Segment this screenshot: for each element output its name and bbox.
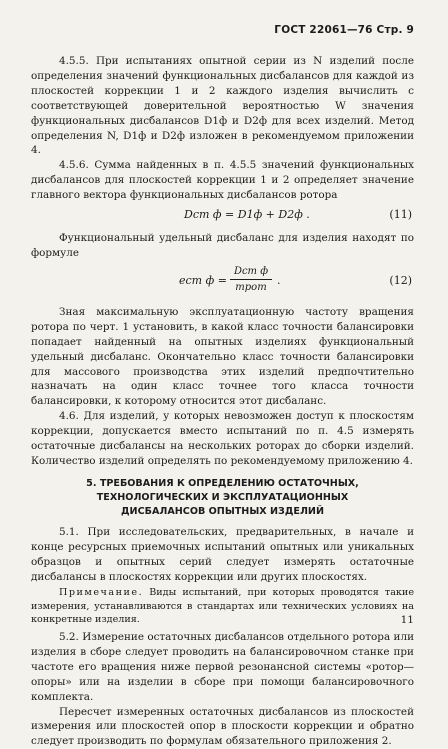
equation-12-denominator: mрот bbox=[230, 281, 272, 294]
equation-12-lhs: eст ф = bbox=[179, 274, 227, 289]
paragraph-5-1: 5.1. При исследовательских, предварительных, в начале и конце ресурсных приемочных испытаний опытных или уникальных образцов и опытных серий следует измерять остаточные дисбалансы в плоскостях коррекции или других плоскостях. bbox=[31, 525, 414, 585]
fraction-bar bbox=[230, 279, 272, 280]
paragraph-4-6: 4.6. Для изделий, у которых невозможен доступ к плоскостям коррекции, допускается вместо испытаний по п. 4.5 измерять остаточные дисбалансы на нескольких роторах до сборки изделий. Количество изделий определять по рекомендуемому приложению 4. bbox=[31, 409, 414, 469]
equation-12-period: . bbox=[277, 274, 281, 289]
section-5-heading-line-3: ДИСБАЛАНСОВ ОПЫТНЫХ ИЗДЕЛИЙ bbox=[31, 505, 414, 519]
page-header: ГОСТ 22061—76 Стр. 9 bbox=[274, 24, 414, 36]
paragraph-recalculation: Пересчет измеренных остаточных дисбалансов из плоскостей измерения или плоскостей опор в плоскости коррекции и обратно следует производить по формулам обязательного приложения 2. bbox=[31, 705, 414, 749]
equation-12-numerator: Dст ф bbox=[230, 265, 272, 278]
note-label: Примечание. bbox=[59, 587, 143, 598]
paragraph-5-2: 5.2. Измерение остаточных дисбалансов отдельного ротора или изделия в сборе следует проводить на балансировочном станке при частоте его вращения ниже первой резонансной системы «ротор—опоры» или на изделии в сборе при помощи балансировочного комплекта. bbox=[31, 630, 414, 705]
paragraph-4-5-5: 4.5.5. При испытаниях опытной серии из N изделий после определения значений функциональных дисбалансов для каждой из плоскостей коррекции 1 и 2 каждого изделия вычислить с соответствующей доверительной вероятностью W значения функциональных дисбалансов D1ф и D2ф для всех изделий. Метод определения N, D1ф и D2ф изложен в рекомендуемом приложении 4. bbox=[31, 54, 414, 158]
equation-11-lhs: Dст ф bbox=[184, 208, 222, 221]
section-5-heading-line-2: ТЕХНОЛОГИЧЕСКИХ И ЭКСПЛУАТАЦИОННЫХ bbox=[31, 491, 414, 505]
page-number: 11 bbox=[401, 614, 414, 626]
equation-11-rhs: = D1ф + D2ф . bbox=[225, 208, 310, 221]
section-5-heading bbox=[31, 477, 414, 519]
paragraph-functional: Функциональный удельный дисбаланс для изделия находят по формуле bbox=[31, 231, 414, 261]
page-body bbox=[31, 54, 414, 749]
equation-11-number: (11) bbox=[389, 208, 412, 223]
equation-11 bbox=[31, 205, 414, 227]
equation-12-number: (12) bbox=[389, 274, 412, 289]
equation-12 bbox=[31, 265, 414, 299]
equation-12-fraction bbox=[230, 265, 272, 294]
note-text: Виды испытаний, при которых проводятся такие измерения, устанавливаются в стандартах или технических условиях на конкретные изделия. bbox=[31, 587, 414, 625]
paragraph-knowing: Зная максимальную эксплуатационную частоту вращения ротора по черт. 1 установить, в какой класс точности балансировки попадает найденный на опытных изделиях функциональный удельный дисбаланс. Окончательно класс точности балансировки для массового производства этих изделий предпочтительно назначать на один класс точнее того класса точности балансировки, к которому относится этот дисбаланс. bbox=[31, 305, 414, 409]
note bbox=[31, 586, 414, 627]
equation-11-expression bbox=[184, 208, 310, 223]
section-5-heading-line-1: 5. ТРЕБОВАНИЯ К ОПРЕДЕЛЕНИЮ ОСТАТОЧНЫХ, bbox=[31, 477, 414, 491]
paragraph-4-5-6: 4.5.6. Сумма найденных в п. 4.5.5 значений функциональных дисбалансов для плоскостей коррекции 1 и 2 определяет значение главного вектора функциональных дисбалансов ротора bbox=[31, 158, 414, 203]
